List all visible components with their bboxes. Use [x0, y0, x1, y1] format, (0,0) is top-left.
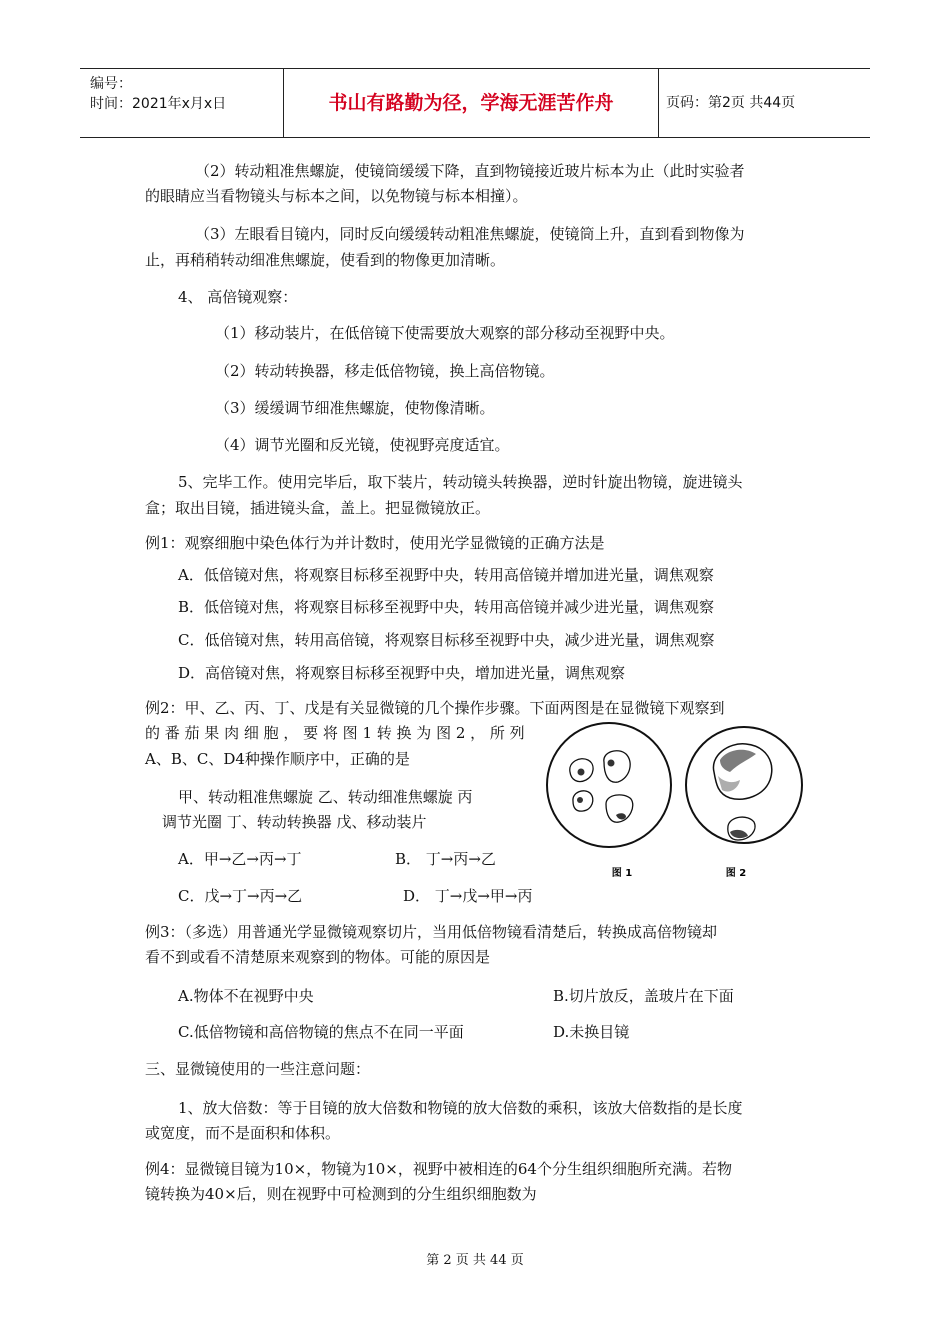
text-line: A、B、C、D4种操作顺序中，正确的是: [145, 750, 410, 768]
header-meta: [80, 69, 283, 137]
text-line: （2）转动粗准焦螺旋，使镜筒缓缓下降，直到物镜接近玻片标本为止（此时实验者: [195, 162, 745, 180]
field-of-view-2: [686, 727, 802, 843]
example-1-option-a: A．低倍镜对焦，将观察目标移至视野中央，转用高倍镜并增加进光量，调焦观察: [178, 566, 714, 584]
text-line: （3）左眼看目镜内，同时反向缓缓转动粗准焦螺旋，使镜筒上升，直到看到物像为: [195, 225, 745, 243]
example-3-option-b: B.切片放反，盖玻片在下面: [553, 987, 734, 1005]
section-heading: 三、显微镜使用的一些注意问题：: [145, 1060, 371, 1078]
text-line: 5、完毕工作。使用完毕后，取下装片，转动镜头转换器，逆时针旋出物镜，旋进镜头: [178, 473, 743, 491]
text-line: （2）转动转换器，移走低倍物镜，换上高倍物镜。: [215, 362, 555, 380]
text-line: 的眼睛应当看物镜头与标本之间，以免物镜与标本相撞）。: [145, 187, 528, 205]
field-of-view-1: [547, 723, 671, 847]
example-3-option-a: A.物体不在视野中央: [178, 987, 314, 1005]
figure-2-label: 图 2: [725, 868, 747, 879]
example-3-question: 例3：（多选）用普通光学显微镜观察切片，当用低倍物镜看清楚后，转换成高倍物镜却: [145, 923, 718, 941]
page-footer: 第 2 页 共 44 页: [426, 1253, 524, 1268]
text-line: 止，再稍稍转动细准焦螺旋，使看到的物像更加清晰。: [145, 251, 506, 269]
step-list: 甲、转动粗准焦螺旋 乙、转动细准焦螺旋 丙: [178, 788, 473, 806]
text-line: 或宽度，而不是面积和体积。: [145, 1124, 341, 1142]
text-line: 看不到或看不清楚原来观察到的物体。可能的原因是: [145, 948, 491, 966]
example-1-option-c: C．低倍镜对焦，转用高倍镜，将观察目标移至视野中央，减少进光量，调焦观察: [178, 631, 715, 649]
page-info: 页码：第2页 共44页: [666, 95, 796, 111]
example-1-option-d: D．高倍镜对焦，将观察目标移至视野中央，增加进光量，调焦观察: [178, 664, 626, 682]
example-2-option-c: C．戊→丁→丙→乙: [178, 887, 303, 905]
text-line: （4）调节光圈和反光镜，使视野亮度适宜。: [215, 436, 510, 454]
text-line: 的 番 茄 果 肉 细 胞 ， 要 将 图 1 转 换 为 图 2 ， 所 列: [145, 724, 525, 742]
example-2-question: 例2：甲、乙、丙、丁、戊是有关显微镜的几个操作步骤。下面两图是在显微镜下观察到: [145, 699, 725, 717]
header-divider-right: [658, 69, 659, 137]
step-list: 调节光圈 丁、转动转换器 戊、移动装片: [162, 813, 427, 831]
section-heading: 4、 高倍镜观察：: [178, 288, 298, 306]
microscope-figure: [544, 720, 824, 885]
example-2-option-b: B． 丁→丙→乙: [395, 850, 496, 868]
page-header: [80, 68, 870, 138]
example-4-question: 例4：显微镜目镜为10×，物镜为10×，视野中被相连的64个分生组织细胞所充满。若物: [145, 1160, 732, 1178]
example-2-option-a: A．甲→乙→丙→丁: [178, 850, 302, 868]
text-line: （3）缓缓调节细准焦螺旋，使物像清晰。: [215, 399, 495, 417]
example-1-option-b: B．低倍镜对焦，将观察目标移至视野中央，转用高倍镜并减少进光量，调焦观察: [178, 598, 715, 616]
text-line: 1、放大倍数：等于目镜的放大倍数和物镜的放大倍数的乘积，该放大倍数指的是长度: [178, 1099, 743, 1117]
text-line: （1）移动装片，在低倍镜下使需要放大观察的部分移动至视野中央。: [215, 324, 675, 342]
example-1-question: 例1：观察细胞中染色体行为并计数时，使用光学显微镜的正确方法是: [145, 534, 605, 552]
text-line: 镜转换为40×后，则在视野中可检测到的分生组织细胞数为: [145, 1185, 537, 1203]
number-label: 编号：: [90, 76, 132, 92]
text-line: 盒；取出目镜，插进镜头盒，盖上。把显微镜放正。: [145, 499, 491, 517]
example-3-option-c: C.低倍物镜和高倍物镜的焦点不在同一平面: [178, 1023, 464, 1041]
example-2-option-d: D． 丁→戊→甲→丙: [403, 887, 533, 905]
header-motto: 书山有路勤为径，学海无涯苦作舟: [328, 92, 614, 114]
header-divider-left: [283, 69, 284, 137]
time-label: 时间：2021年x月x日: [90, 96, 227, 112]
example-3-option-d: D.未换目镜: [553, 1023, 630, 1041]
figure-1-label: 图 1: [611, 868, 633, 879]
